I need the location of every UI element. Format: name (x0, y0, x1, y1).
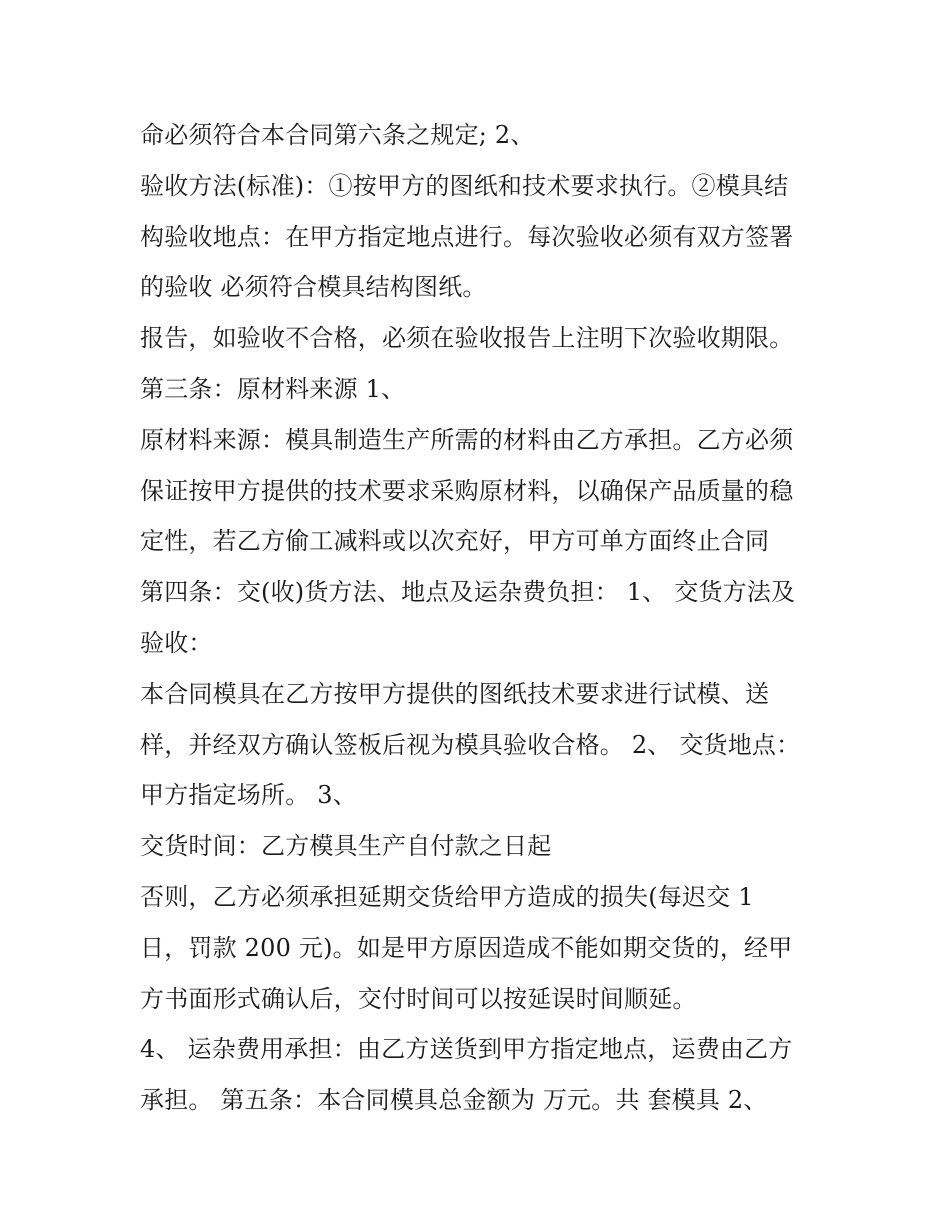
text-line: 构验收地点：在甲方指定地点进行。每次验收必须有双方签署 (140, 222, 794, 251)
section-heading-line: 第四条：交(收)货方法、地点及运杂费负担： 1、 交货方法及 (140, 578, 796, 607)
text-line: 日，罚款 200 元)。如是甲方原因造成不能如期交货的，经甲 (140, 933, 793, 962)
text-line: 原材料来源：模具制造生产所需的材料由乙方承担。乙方必须 (140, 425, 794, 454)
text-line: 的验收 必须符合模具结构图纸。 (140, 273, 487, 302)
text-line: 否则，乙方必须承担延期交货给甲方造成的损失(每迟交 1 (140, 882, 754, 911)
document-body (140, 110, 830, 1126)
text-line: 命必须符合本合同第六条之规定; 2、 (140, 121, 535, 149)
text-line: 承担。 第五条：本合同模具总金额为 万元。共 套模具 2、 (140, 1086, 768, 1115)
text-line: 方书面形式确认后，交付时间可以按延误时间顺延。 (140, 984, 697, 1013)
text-line: 本合同模具在乙方按甲方提供的图纸技术要求进行试模、送 (140, 679, 770, 708)
section-heading-line: 第三条：原材料来源 1、 (140, 374, 406, 403)
text-line: 定性，若乙方偷工减料或以次充好，甲方可单方面终止合同 (140, 527, 770, 556)
text-line: 验收： (140, 628, 213, 657)
text-line: 4、 运杂费用承担：由乙方送货到甲方指定地点，运费由乙方 (140, 1035, 793, 1064)
text-line: 保证按甲方提供的技术要求采购原材料，以确保产品质量的稳 (140, 476, 794, 505)
text-line: 样，并经双方确认签板后视为模具验收合格。 2、 交货地点： (140, 730, 801, 759)
text-line: 报告，如验收不合格，必须在验收报告上注明下次验收期限。 (140, 324, 794, 353)
text-line: 甲方指定场所。 3、 (140, 781, 357, 810)
text-line: 交货时间：乙方模具生产自付款之日起 (140, 832, 552, 861)
text-line: 验收方法(标准)：①按甲方的图纸和技术要求执行。②模具结 (140, 171, 789, 200)
